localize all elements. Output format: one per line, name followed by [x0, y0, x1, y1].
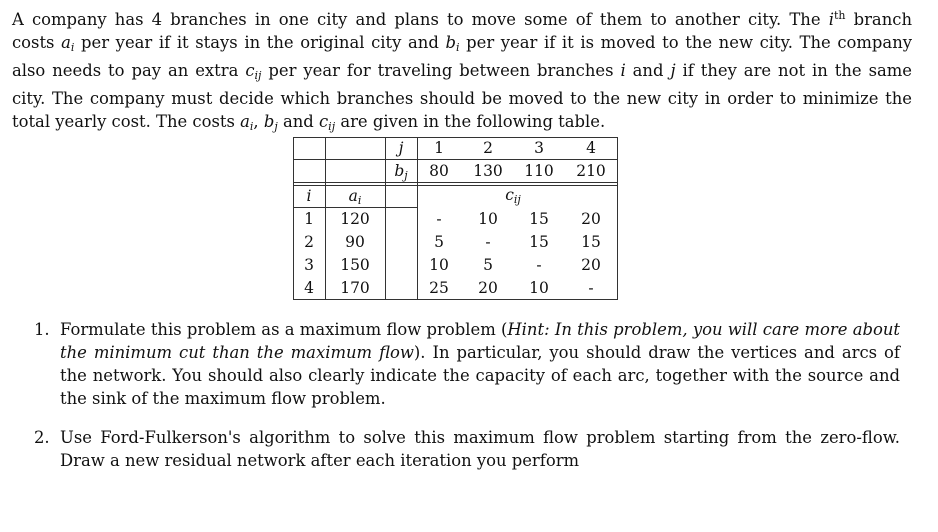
j-value-3: 3: [534, 139, 544, 157]
b-value-3: 110: [524, 162, 554, 180]
row-2-c4: 15: [581, 233, 601, 251]
a-label: $a_i$: [348, 187, 362, 207]
row-3-c3: -: [536, 256, 542, 274]
problem-line-5: total yearly cost. The costs $a_i$, $b_j$ and $c_{ij}$ are given in the following table.: [12, 112, 606, 133]
row-3-a: 150: [340, 256, 370, 274]
row-2-c3: 15: [529, 233, 549, 251]
question-1-number: 1.: [34, 320, 50, 339]
row-3-c4: 20: [581, 256, 601, 274]
row-1-i: 1: [304, 210, 314, 228]
row-2-c1: 5: [434, 233, 444, 251]
row-3-i: 3: [304, 256, 314, 274]
row-1-c4: 20: [581, 210, 601, 228]
row-3-c2: 5: [483, 256, 493, 274]
row-1-c3: 15: [529, 210, 549, 228]
row-4-c1: 25: [429, 279, 449, 297]
cost-table: [293, 137, 617, 299]
i-label: i: [306, 187, 312, 205]
j-label: j: [398, 139, 404, 157]
j-value-4: 4: [586, 139, 596, 157]
problem-line-3: also needs to pay an extra $c_{ij}$ per year for traveling between branches i and j if they are not in the same: [12, 61, 912, 82]
row-1-c1: -: [436, 210, 442, 228]
row-4-c3: 10: [529, 279, 549, 297]
row-4-a: 170: [340, 279, 370, 297]
row-2-c2: -: [485, 233, 491, 251]
b-value-1: 80: [429, 162, 449, 180]
row-3-c1: 10: [429, 256, 449, 274]
b-label: $b_j$: [394, 162, 408, 182]
problem-statement: [12, 4, 912, 138]
j-value-1: 1: [434, 139, 444, 157]
row-4-c4: -: [588, 279, 594, 297]
question-2-number: 2.: [34, 428, 50, 447]
question-list: [34, 318, 900, 488]
row-2-i: 2: [304, 233, 314, 251]
c-label: $c_{ij}$: [505, 186, 521, 206]
row-2-a: 90: [345, 233, 365, 251]
row-4-i: 4: [304, 279, 314, 297]
b-value-4: 210: [576, 162, 606, 180]
row-1-a: 120: [340, 210, 370, 228]
row-1-c2: 10: [478, 210, 498, 228]
problem-line-1: A company has 4 branches in one city and plans to move some of them to another city. The $i^{th}$ branch: [12, 9, 912, 29]
problem-line-4: city. The company must decide which branches should be moved to the new city in order to minimize the: [12, 89, 912, 108]
j-value-2: 2: [483, 139, 493, 157]
b-value-2: 130: [473, 162, 503, 180]
problem-line-2: costs $a_i$ per year if it stays in the original city and $b_i$ per year if it is moved to the new city. The company: [12, 33, 913, 54]
question-1: 1. Formulate this problem as a maximum flow problem (Hint: In this problem, you will care more about the minimum cut than the maximum flow). In particular, you should draw the vertices and arcs of the network. You should also clearly indicate the capacity of each arc, together with the source and the sink of the maximum flow problem.: [34, 320, 900, 408]
row-4-c2: 20: [478, 279, 498, 297]
question-2: 2. Use Ford-Fulkerson's algorithm to solve this maximum flow problem starting from the zero-flow. Draw a new residual network after each iteration you perform: [34, 428, 900, 470]
